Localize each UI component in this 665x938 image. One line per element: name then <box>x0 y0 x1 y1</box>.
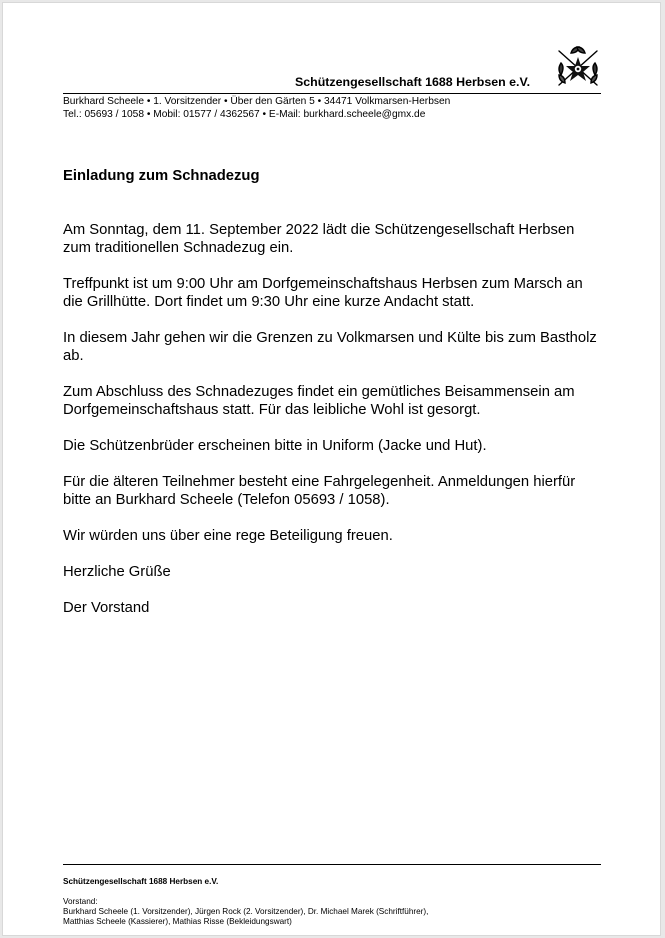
letter-paragraph: In diesem Jahr gehen wir die Grenzen zu Volkmarsen und Külte bis zum Bastholz ab. <box>63 330 597 364</box>
letter-signature: Der Vorstand <box>63 600 150 616</box>
letter-paragraph: Die Schützenbrüder erscheinen bitte in Uniform (Jacke und Hut). <box>63 438 487 454</box>
header-organization-name: Schützengesellschaft 1688 Herbsen e.V. <box>295 75 531 89</box>
footer-organization-name: Schützengesellschaft 1688 Herbsen e.V. <box>63 877 219 886</box>
shooting-club-emblem-icon <box>553 45 603 91</box>
letter-paragraph: Für die älteren Teilnehmer besteht eine Fahrgelegenheit. Anmeldungen hierfür bitte an Burkhard Scheele (Telefon 05693 / 1058). <box>63 474 576 508</box>
footer-board-members: Matthias Scheele (Kassierer), Mathias Risse (Bekleidungswart) <box>63 917 292 926</box>
letter-paragraph: Wir würden uns über eine rege Beteiligung freuen. <box>63 528 393 544</box>
letter-page <box>2 2 661 936</box>
sender-address-line: Burkhard Scheele • 1. Vorsitzender • Über den Gärten 5 • 34471 Volkmarsen-Herbsen <box>63 96 451 107</box>
sender-contact-line: Tel.: 05693 / 1058 • Mobil: 01577 / 4362567 • E-Mail: burkhard.scheele@gmx.de <box>63 109 426 120</box>
letter-greeting: Herzliche Grüße <box>63 564 171 580</box>
letter-paragraph: Am Sonntag, dem 11. September 2022 lädt die Schützengesellschaft Herbsen zum traditionellen Schnadezug ein. <box>63 222 575 256</box>
letter-subject: Einladung zum Schnadezug <box>63 168 260 184</box>
header-divider <box>63 93 601 94</box>
footer-divider <box>63 864 601 865</box>
letter-paragraph: Treffpunkt ist um 9:00 Uhr am Dorfgemeinschaftshaus Herbsen zum Marsch an die Grillhütte. Dort findet um 9:30 Uhr eine kurze Andacht statt. <box>63 276 583 310</box>
footer-board-members: Burkhard Scheele (1. Vorsitzender), Jürgen Rock (2. Vorsitzender), Dr. Michael Marek (Schriftführer), <box>63 907 429 916</box>
letter-paragraph: Zum Abschluss des Schnadezuges findet ein gemütliches Beisammensein am Dorfgemeinschaftshaus statt. Für das leibliche Wohl ist gesorgt. <box>63 384 575 418</box>
footer-board-label: Vorstand: <box>63 897 98 906</box>
